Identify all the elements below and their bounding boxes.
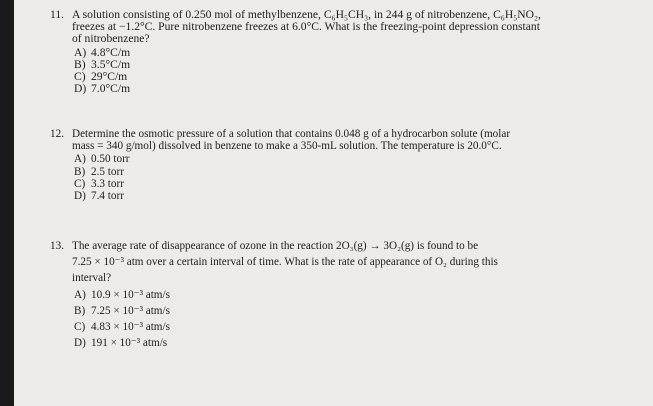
choice-text: 191 × 10⁻³ atm/s [91, 337, 168, 349]
choice-text: 3.3 torr [91, 177, 124, 190]
stem-line: The average rate of disappearance of ozone in the reaction 2O₃(g) → 3O₂(g) is found to be [72, 240, 479, 252]
choice-c [74, 178, 632, 190]
choice-letter: C) [74, 321, 86, 333]
question-number: 12. [50, 128, 64, 140]
choice-letter: D) [74, 190, 86, 203]
stem-line: interval? [72, 272, 112, 284]
choice-letter: A) [74, 289, 86, 301]
answer-choices [72, 47, 632, 96]
choice-letter: D) [74, 82, 87, 96]
question-number: 11. [50, 8, 65, 21]
choice-b [74, 166, 632, 178]
choice-d [74, 83, 632, 95]
choice-b [74, 303, 632, 319]
stem-line: Determine the osmotic pressure of a solution that contains 0.048 g of a hydrocarbon solute (molar [72, 128, 511, 140]
choice-text: 10.9 × 10⁻³ atm/s [91, 289, 170, 301]
choice-text: 0.50 torr [91, 153, 130, 166]
choice-a [74, 287, 632, 303]
question-stem [72, 128, 632, 152]
stem-line: 7.25 × 10⁻³ atm over a certain interval of time. What is the rate of appearance of O₂ during this [72, 256, 498, 268]
stem-line: of nitrobenzene? [72, 32, 150, 46]
choice-c [74, 319, 632, 335]
choice-d [74, 335, 632, 351]
choice-text: 7.4 torr [91, 190, 124, 203]
choice-text: 29°C/m [91, 70, 128, 84]
choice-letter: C) [74, 70, 86, 84]
choice-letter: C) [74, 177, 86, 190]
question-11 [50, 8, 632, 96]
answer-choices [72, 153, 632, 202]
stem-line: freezes at −1.2°C. Pure nitrobenzene freezes at 6.0°C. What is the freezing-point depression constant [72, 20, 540, 34]
choice-text: 4.8°C/m [91, 45, 131, 59]
worksheet-page [14, 0, 653, 406]
choice-letter: B) [74, 165, 86, 178]
choice-d [74, 190, 632, 202]
choice-text: 2.5 torr [91, 165, 124, 178]
stem-line: mass = 340 g/mol) dissolved in benzene to make a 350-mL solution. The temperature is 20.0°C. [72, 140, 502, 153]
stem-line: A solution consisting of 0.250 mol of methylbenzene, C₆H₅CH₃, in 244 g of nitrobenzene, C₆H₅NO₂, [72, 8, 541, 21]
choice-text: 4.83 × 10⁻³ atm/s [91, 321, 170, 333]
choice-text: 3.5°C/m [91, 57, 131, 71]
question-12 [50, 128, 632, 203]
choice-letter: A) [74, 45, 87, 59]
choice-letter: B) [74, 305, 86, 317]
question-stem [72, 238, 632, 286]
question-stem [72, 9, 632, 46]
question-13 [50, 238, 632, 351]
choice-letter: B) [74, 57, 86, 71]
answer-choices [72, 287, 632, 351]
choice-text: 7.25 × 10⁻³ atm/s [91, 305, 170, 317]
choice-a [74, 47, 632, 59]
question-number: 13. [50, 240, 64, 252]
choice-letter: A) [74, 153, 86, 166]
choice-c [74, 71, 632, 83]
choice-text: 7.0°C/m [91, 82, 131, 96]
choice-a [74, 153, 632, 165]
choice-b [74, 59, 632, 71]
choice-letter: D) [74, 337, 86, 349]
